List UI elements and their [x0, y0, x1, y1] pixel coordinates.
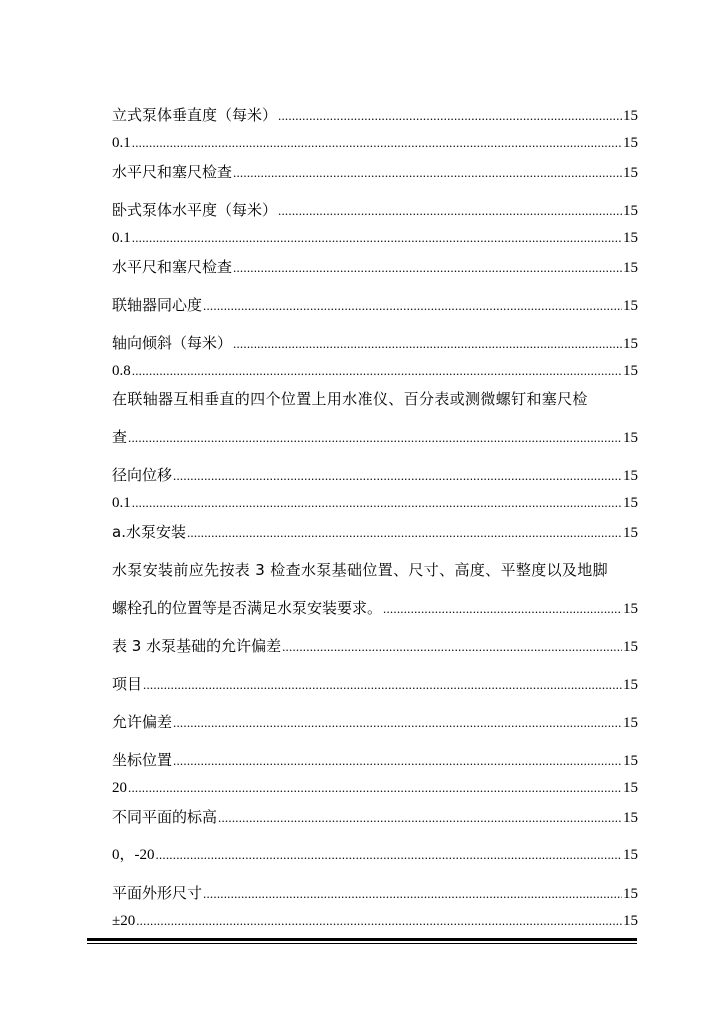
toc-entry[interactable]	[112, 295, 638, 315]
toc-entry-text: 表 3 水泵基础的允许偏差	[112, 637, 282, 655]
toc-entry-page: 15	[623, 753, 638, 769]
toc-entry-text: 0.1	[112, 495, 131, 511]
toc-entry-page: 15	[623, 108, 638, 124]
toc-entry-text: 水平尺和塞尺检查	[112, 163, 233, 181]
toc-entry-text: 项目	[112, 675, 143, 693]
toc-entry[interactable]	[112, 361, 638, 381]
toc-entry[interactable]	[112, 522, 638, 542]
toc-entry-page: 15	[623, 780, 638, 796]
toc-entry-page: 15	[623, 363, 638, 379]
toc-entry[interactable]	[112, 333, 638, 353]
toc-entry[interactable]	[112, 750, 638, 770]
toc-entry-text: 0.1	[112, 135, 131, 151]
toc-entry-text: 不同平面的标高	[112, 808, 218, 826]
toc-entry-text: 0.1	[112, 230, 131, 246]
toc-leader-dots	[173, 466, 622, 486]
toc-leader-dots	[156, 845, 623, 865]
toc-entry-text: 径向位移	[112, 466, 173, 484]
toc-entry[interactable]	[112, 845, 638, 865]
toc-entry-page: 15	[623, 639, 638, 655]
toc-entry[interactable]	[112, 133, 638, 153]
toc-entry[interactable]	[112, 598, 638, 618]
toc-entry-page: 15	[623, 165, 638, 181]
toc-entry[interactable]	[112, 636, 638, 656]
toc-entry[interactable]	[112, 493, 638, 513]
toc-entry-page: 15	[623, 260, 638, 276]
toc-entry-page: 15	[623, 601, 638, 617]
toc-entry-text: 平面外形尺寸	[112, 884, 203, 902]
toc-entry-text: 坐标位置	[112, 751, 173, 769]
toc-entry-page: 15	[623, 847, 638, 863]
toc-entry-page: 15	[623, 810, 638, 826]
toc-entry[interactable]	[112, 465, 638, 485]
toc-entry-wrapped-line[interactable]: 水泵安装前应先按表 3 检查水泵基础位置、尺寸、高度、平整度以及地脚	[112, 561, 608, 579]
toc-entry-text: 螺栓孔的位置等是否满足水泵安装要求。	[112, 599, 383, 617]
toc-leader-dots	[203, 884, 622, 904]
toc-entry[interactable]	[112, 883, 638, 903]
toc-entry[interactable]	[112, 105, 638, 125]
toc-entry-page: 15	[623, 525, 638, 541]
toc-entry[interactable]	[112, 427, 638, 447]
toc-entry-text: 立式泵体垂直度（每米）	[112, 106, 278, 124]
toc-entry[interactable]	[112, 162, 638, 182]
toc-leader-dots	[278, 106, 622, 126]
toc-leader-dots	[128, 428, 622, 448]
toc-entry-text: 允许偏差	[112, 713, 173, 731]
toc-entry-page: 15	[623, 913, 638, 929]
toc-entry-text: 水平尺和塞尺检查	[112, 258, 233, 276]
toc-entry-page: 15	[623, 298, 638, 314]
toc-leader-dots	[233, 334, 622, 354]
toc-entry-page: 15	[623, 203, 638, 219]
toc-entry-page: 15	[623, 495, 638, 511]
toc-entry-text: ±20	[112, 913, 136, 929]
toc-entry-page: 15	[623, 135, 638, 151]
toc-leader-dots	[203, 296, 622, 316]
toc-entry-page: 15	[623, 430, 638, 446]
toc-leader-dots	[132, 361, 622, 381]
toc-leader-dots	[383, 599, 622, 619]
toc-entry[interactable]	[112, 228, 638, 248]
toc-entry[interactable]	[112, 911, 638, 931]
toc-leader-dots	[132, 493, 622, 513]
toc-leader-dots	[136, 911, 622, 931]
toc-leader-dots	[173, 713, 622, 733]
toc-entry-page: 15	[623, 230, 638, 246]
toc-entry-text: 轴向倾斜（每米）	[112, 334, 233, 352]
toc-leader-dots	[132, 133, 622, 153]
footer-rule-thin	[87, 943, 637, 944]
toc-leader-dots	[282, 637, 622, 657]
toc-entry[interactable]	[112, 257, 638, 277]
toc-entry-page: 15	[623, 886, 638, 902]
toc-leader-dots	[233, 258, 622, 278]
toc-leader-dots	[128, 778, 622, 798]
toc-entry[interactable]	[112, 807, 638, 827]
toc-entry-text: 0.8	[112, 363, 131, 379]
toc-entry-text: a.水泵安装	[112, 523, 186, 541]
toc-entry-page: 15	[623, 715, 638, 731]
toc-entry-text: 卧式泵体水平度（每米）	[112, 201, 278, 219]
footer-rule-thick	[87, 938, 637, 941]
toc-leader-dots	[132, 228, 622, 248]
toc-leader-dots	[187, 523, 622, 543]
toc-leader-dots	[278, 201, 622, 221]
toc-entry-text: 联轴器同心度	[112, 296, 203, 314]
toc-entry-text: 20	[112, 780, 127, 796]
toc-entry[interactable]	[112, 712, 638, 732]
toc-entry-page: 15	[623, 336, 638, 352]
toc-leader-dots	[143, 675, 622, 695]
toc-entry-text: 查	[112, 428, 128, 446]
toc-entry-page: 15	[623, 677, 638, 693]
toc-leader-dots	[173, 751, 622, 771]
toc-entry-text: 0，-20	[112, 847, 155, 863]
toc-entry[interactable]	[112, 674, 638, 694]
toc-leader-dots	[233, 163, 622, 183]
toc-entry[interactable]	[112, 200, 638, 220]
toc-entry-page: 15	[623, 468, 638, 484]
toc-leader-dots	[218, 808, 622, 828]
toc-entry-wrapped-line[interactable]: 在联轴器互相垂直的四个位置上用水准仪、百分表或测微螺钉和塞尺检	[112, 390, 588, 408]
table-of-contents	[112, 0, 638, 1024]
toc-entry[interactable]	[112, 778, 638, 798]
